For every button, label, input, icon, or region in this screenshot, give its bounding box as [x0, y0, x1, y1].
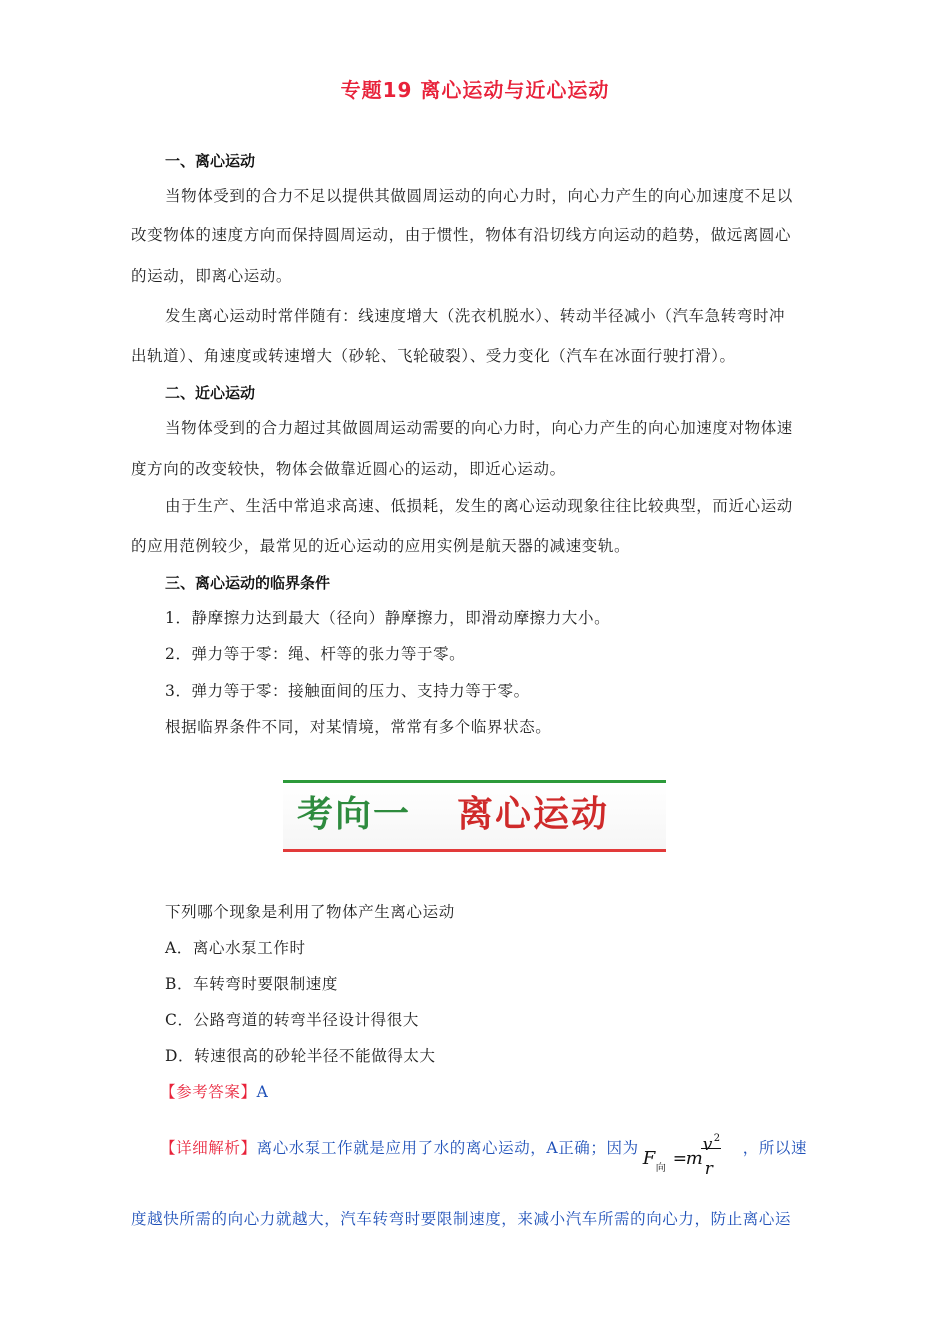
section-2-paragraph-1-line-1: 当物体受到的合力超过其做圆周运动需要的向心力时，向心力产生的向心加速度对物体速 [165, 419, 793, 437]
reference-answer [160, 1080, 268, 1102]
section-1-paragraph-1-line-2: 改变物体的速度方向而保持圆周运动，由于惯性，物体有沿切线方向运动的趋势，做远离圆心 [131, 226, 792, 244]
answer-label: 【参考答案】 [160, 1083, 257, 1101]
formula-exponent: 2 [713, 1132, 721, 1144]
banner-label: 考向一 [297, 794, 412, 835]
section-2-heading: 二、近心运动 [165, 384, 256, 402]
banner-topic: 离心运动 [457, 794, 610, 835]
answer-value: A [256, 1083, 269, 1101]
section-2-paragraph-2-line-1: 由于生产、生活中常追求高速、低损耗，发生的离心运动现象往往比较典型，而近心运动 [165, 497, 793, 515]
formula-equals: = [672, 1148, 687, 1169]
formula-denominator: r [704, 1158, 713, 1179]
formula-subscript: 向 [655, 1162, 666, 1174]
analysis-label: 【详细解析】 [160, 1139, 257, 1157]
section-1-heading: 一、离心运动 [165, 152, 256, 170]
option-c: C．公路弯道的转弯半径设计得很大 [165, 1011, 419, 1029]
analysis-text-part-2: ，所以速 [742, 1139, 808, 1157]
critical-condition-2: 2．弹力等于零：绳、杆等的张力等于零。 [165, 645, 466, 663]
analysis-line-2: 度越快所需的向心力就越大，汽车转弯时要限制速度，来减小汽车所需的向心力，防止离心运 [131, 1210, 792, 1228]
option-b: B．车转弯时要限制速度 [165, 975, 338, 993]
analysis-line-1 [160, 1128, 808, 1179]
section-3-heading: 三、离心运动的临界条件 [165, 574, 331, 592]
critical-condition-1: 1．静摩擦力达到最大（径向）静摩擦力，即滑动摩擦力大小。 [165, 609, 611, 627]
formula-numerator: v [702, 1134, 713, 1155]
formula-mass: m [685, 1147, 703, 1169]
topic-banner [283, 780, 666, 852]
critical-condition-3: 3．弹力等于零：接触面间的压力、支持力等于零。 [165, 682, 530, 700]
section-2-paragraph-2-line-2: 的应用范例较少，最常见的近心运动的应用实例是航天器的减速变轨。 [131, 537, 631, 555]
option-a: A．离心水泵工作时 [165, 939, 306, 957]
page-title: 专题19 离心运动与近心运动 [340, 78, 610, 102]
centripetal-force-formula [642, 1129, 739, 1179]
formula-force-symbol: F [642, 1147, 656, 1169]
analysis-text-part-1: 离心水泵工作就是应用了水的离心运动，A正确；因为 [256, 1139, 639, 1157]
section-1-paragraph-2-line-1: 发生离心运动时常伴随有：线速度增大（洗衣机脱水）、转动半径减小（汽车急转弯时冲 [165, 307, 786, 325]
critical-condition-note: 根据临界条件不同，对某情境，常常有多个临界状态。 [165, 718, 552, 736]
section-1-paragraph-1-line-1: 当物体受到的合力不足以提供其做圆周运动的向心力时，向心力产生的向心加速度不足以 [165, 187, 793, 205]
section-1-paragraph-2-line-2: 出轨道）、角速度或转速增大（砂轮、飞轮破裂）、受力变化（汽车在冰面行驶打滑）。 [131, 347, 736, 365]
question-stem: 下列哪个现象是利用了物体产生离心运动 [165, 903, 455, 921]
section-2-paragraph-1-line-2: 度方向的改变较快，物体会做靠近圆心的运动，即近心运动。 [131, 460, 566, 478]
section-1-paragraph-1-line-3: 的运动，即离心运动。 [131, 267, 293, 285]
option-d: D．转速很高的砂轮半径不能做得太大 [165, 1047, 436, 1065]
